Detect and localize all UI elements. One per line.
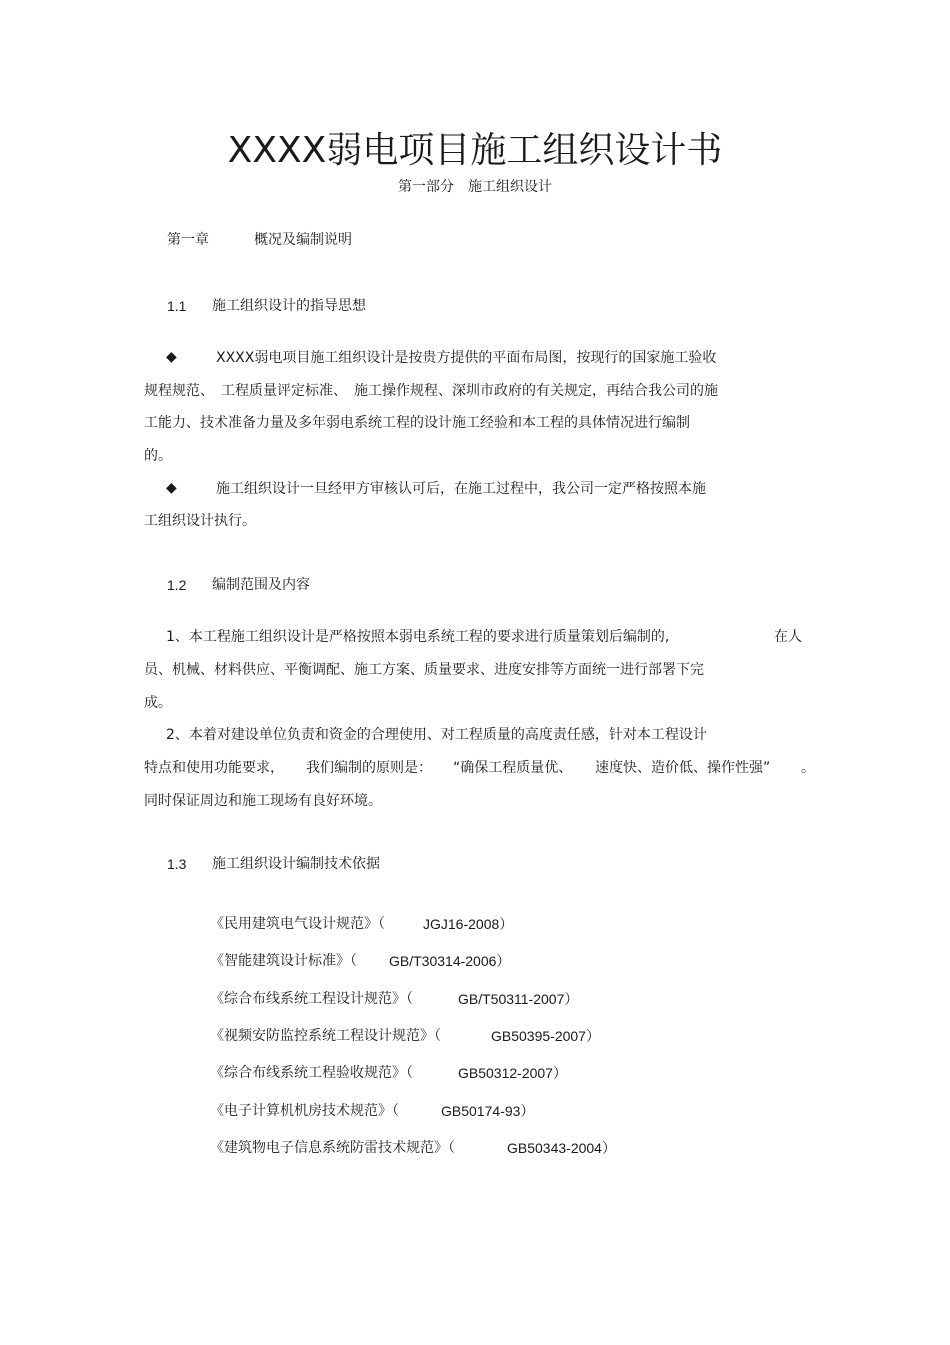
- paragraph-line: 施工组织设计一旦经甲方审核认可后，在施工过程中，我公司一定严格按照本施: [216, 481, 706, 497]
- chapter-title: 概况及编制说明: [254, 232, 352, 248]
- reference-name: 《视频安防监控系统工程设计规范》（: [210, 1028, 441, 1044]
- reference-code: JGJ16-2008）: [423, 916, 514, 932]
- bullet-diamond-icon: ◆: [166, 480, 177, 496]
- section-title: 施工组织设计的指导思想: [212, 298, 366, 314]
- paragraph-line: “确保工程质量优、: [453, 760, 573, 776]
- paragraph-line: 成。: [144, 695, 172, 711]
- reference-code: GB50395-2007）: [491, 1028, 600, 1044]
- bullet-diamond-icon: ◆: [166, 349, 177, 365]
- paragraph-line: 工能力、技术准备力量及多年弱电系统工程的设计施工经验和本工程的具体情况进行编制: [144, 415, 690, 431]
- paragraph-line: 2、本着对建设单位负责和资金的合理使用、对工程质量的高度责任感，针对本工程设计: [166, 727, 707, 743]
- paragraph-line: 在人: [774, 629, 802, 645]
- paragraph-line: 规程规范、 工程质量评定标准、 施工操作规程、深圳市政府的有关规定，再结合我公司的施: [144, 383, 718, 399]
- paragraph-line: 1、本工程施工组织设计是严格按照本弱电系统工程的要求进行质量策划后编制的,: [166, 629, 670, 645]
- reference-name: 《建筑物电子信息系统防雷技术规范》（: [210, 1140, 455, 1156]
- section-number: 1.3: [167, 856, 187, 872]
- reference-code: GB50343-2004）: [507, 1140, 616, 1156]
- reference-code: GB/T50311-2007）: [458, 991, 579, 1007]
- paragraph-line: 的。: [144, 448, 172, 464]
- reference-name: 《民用建筑电气设计规范》（: [210, 916, 385, 932]
- chapter-label: 第一章: [167, 232, 209, 248]
- paragraph-line: 工组织设计执行。: [144, 513, 256, 529]
- part-heading: 第一部分 施工组织设计: [398, 179, 552, 195]
- paragraph-line: XXXX弱电项目施工组织设计是按贵方提供的平面布局图，按现行的国家施工验收: [216, 350, 717, 366]
- section-number: 1.1: [167, 298, 187, 314]
- reference-name: 《电子计算机机房技术规范》（: [210, 1103, 399, 1119]
- reference-name: 《综合布线系统工程设计规范》（: [210, 991, 413, 1007]
- paragraph-line: 我们编制的原则是：: [306, 760, 432, 776]
- paragraph-line: 特点和使用功能要求，: [144, 760, 284, 776]
- paragraph-line: 。: [801, 760, 815, 776]
- reference-code: GB50312-2007）: [458, 1065, 567, 1081]
- document-title: XXXX弱电项目施工组织设计书: [227, 130, 723, 171]
- reference-name: 《综合布线系统工程验收规范》（: [210, 1065, 413, 1081]
- paragraph-line: 同时保证周边和施工现场有良好环境。: [144, 793, 382, 809]
- section-title: 施工组织设计编制技术依据: [212, 856, 380, 872]
- section-title: 编制范围及内容: [212, 577, 310, 593]
- paragraph-line: 员、机械、材料供应、平衡调配、施工方案、质量要求、进度安排等方面统一进行部署下完: [144, 662, 704, 678]
- section-number: 1.2: [167, 577, 187, 593]
- reference-code: GB50174-93）: [441, 1103, 535, 1119]
- paragraph-line: 速度快、造价低、操作性强”: [595, 760, 771, 776]
- reference-code: GB/T30314-2006）: [389, 953, 511, 969]
- reference-name: 《智能建筑设计标准》（: [210, 953, 357, 969]
